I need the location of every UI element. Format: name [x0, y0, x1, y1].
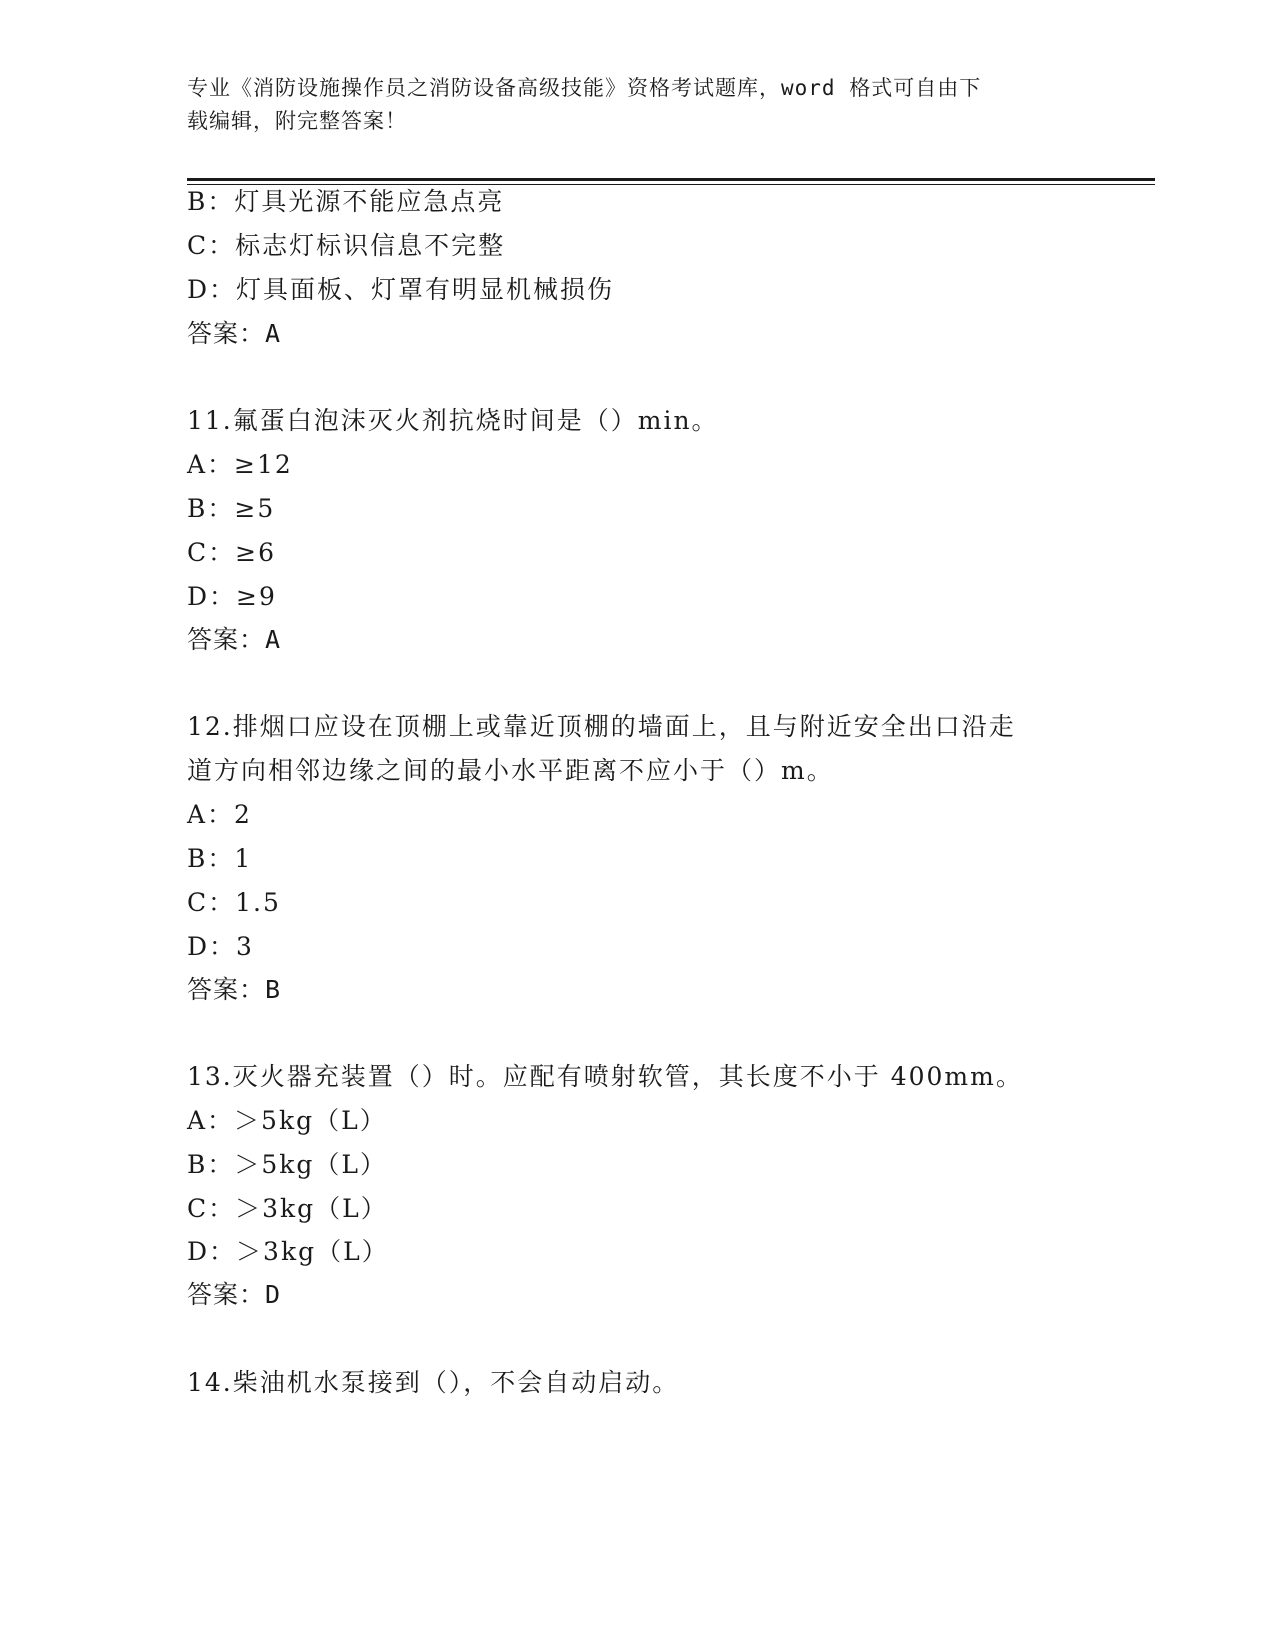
header-line-1: 专业《消防设施操作员之消防设备高级技能》资格考试题库，word 格式可自由下: [187, 76, 982, 100]
q11-option-b: B：≥5: [187, 494, 276, 523]
q11-option-d: D：≥9: [187, 582, 277, 611]
document-header: [187, 72, 1067, 138]
q14-question: 14.柴油机水泵接到（），不会自动启动。: [187, 1368, 680, 1397]
q12-option-a: A：2: [187, 800, 252, 829]
q12-answer: 答案：B: [187, 975, 282, 1004]
q12-option-d: D：3: [187, 932, 254, 961]
q12-question-line-2: 道方向相邻边缘之间的最小水平距离不应小于（）m。: [187, 756, 834, 785]
q10-option-b: B：灯具光源不能应急点亮: [187, 187, 505, 216]
q12-option-c: C：1.5: [187, 888, 281, 917]
q11-question: 11.氟蛋白泡沫灭火剂抗烧时间是（）min。: [187, 406, 719, 435]
q10-option-c: C：标志灯标识信息不完整: [187, 231, 506, 260]
q10-option-d: D：灯具面板、灯罩有明显机械损伤: [187, 275, 615, 304]
q11-option-c: C：≥6: [187, 538, 276, 567]
q13-answer: 答案：D: [187, 1280, 282, 1309]
q12-option-b: B：1: [187, 844, 253, 873]
q13-question: 13.灭火器充装置（）时。应配有喷射软管，其长度不小于 400mm。: [187, 1062, 1023, 1091]
q13-option-a: A：＞5kg（L）: [187, 1106, 387, 1135]
q11-option-a: A：≥12: [187, 450, 293, 479]
q10-answer: 答案：A: [187, 319, 282, 348]
header-line-2: 载编辑，附完整答案！: [187, 109, 407, 133]
q12-question-line-1: 12.排烟口应设在顶棚上或靠近顶棚的墙面上，且与附近安全出口沿走: [187, 712, 1016, 741]
header-divider-thick: [187, 178, 1155, 181]
q13-option-c: C：＞3kg（L）: [187, 1194, 388, 1223]
header-divider-thin: [187, 184, 1155, 185]
q13-option-d: D：＞3kg（L）: [187, 1237, 389, 1266]
q11-answer: 答案：A: [187, 625, 282, 654]
q13-option-b: B：＞5kg（L）: [187, 1150, 388, 1179]
